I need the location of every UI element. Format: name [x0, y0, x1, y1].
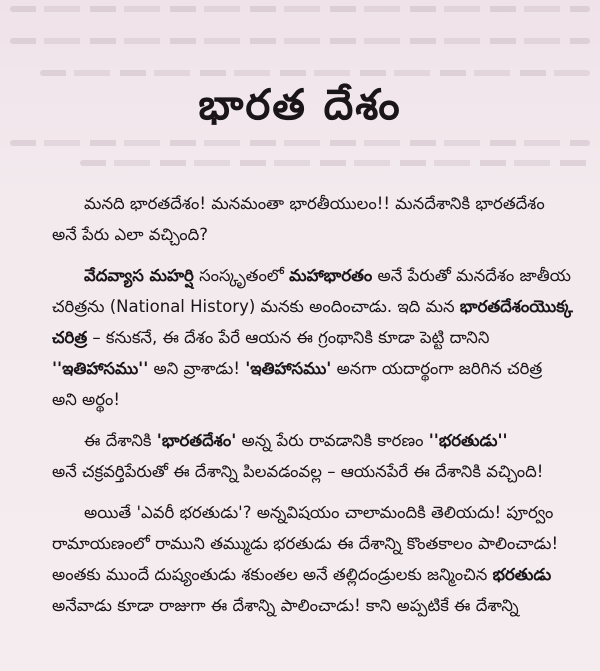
text-segment: అనే పేరు ఎలా వచ్చింది?: [52, 225, 209, 244]
text-segment: అంతకు ముందే దుష్యంతుడు శకుంతల అనే తల్లిదండ్రులకు జన్మించిన: [52, 565, 493, 584]
bold-text: మహాభారతం: [289, 266, 373, 285]
bleed-through-line: [10, 38, 590, 44]
bleed-through-line: [80, 160, 590, 166]
text-segment: అని వ్రాశాడు!: [148, 359, 246, 378]
text-segment: సంస్కృతంలో: [193, 266, 290, 285]
bold-text: చరిత్ర: [52, 328, 88, 347]
text-line: [52, 260, 582, 291]
text-segment: అనే చక్రవర్తిపేరుతో ఈ దేశాన్ని పిలవడంవల్ల – ఆయనపేరే ఈ దేశానికి వచ్చింది!: [52, 462, 544, 481]
bleed-through-line: [10, 140, 590, 146]
text-line: [52, 559, 582, 590]
text-line: [52, 322, 582, 353]
paragraph: [52, 425, 582, 487]
paragraph: [52, 260, 582, 415]
paragraph: [52, 497, 582, 621]
text-line: [52, 425, 582, 456]
text-line: [52, 188, 582, 219]
text-line: [52, 353, 582, 384]
text-segment: మనది భారతదేశం! మనమంతా భారతీయులం!! మనదేశానికి భారతదేశం: [84, 194, 545, 213]
paragraph: [52, 188, 582, 250]
text-segment: – కనుకనే, ఈ దేశం పేరే ఆయన ఈ గ్రంథానికి కూడా పెట్టి దానిని: [87, 328, 490, 347]
text-segment: అన్న పేరు రావడానికి కారణం: [236, 431, 429, 450]
bold-text: ''ఇతిహాసము'': [52, 359, 149, 378]
text-segment: అని అర్థం!: [52, 390, 120, 409]
text-segment: అనే పేరుతో మనదేశం జాతీయ: [372, 266, 571, 285]
page-title: భారత దేశం: [198, 80, 402, 129]
text-segment: ఈ దేశానికి: [84, 431, 157, 450]
bold-text: భారతదేశంయొక్క: [459, 297, 573, 316]
text-line: [52, 497, 582, 528]
bleed-through-line: [40, 70, 590, 76]
text-line: [52, 456, 582, 487]
text-line: [52, 219, 582, 250]
text-segment: అనేవాడు కూడా రాజుగా ఈ దేశాన్ని పాలించాడు! కాని అప్పటికే ఈ దేశాన్ని: [52, 596, 519, 615]
bold-text: భరతుడు: [492, 565, 552, 584]
text-line: [52, 590, 582, 621]
bleed-through-line: [10, 6, 590, 12]
bold-text: 'భారతదేశం': [156, 431, 237, 450]
text-line: [52, 384, 582, 415]
bold-text: వేదవ్యాస మహర్షి: [84, 266, 194, 285]
text-segment: చరిత్రను (National History) మనకు అందించాడు. ఇది మన: [52, 297, 460, 316]
bold-text: ''భరతుడు'': [428, 431, 508, 450]
text-line: [52, 528, 582, 559]
text-segment: అయితే 'ఎవరీ భరతుడు'? అన్నవిషయం చాలామందికి తెలియదు! పూర్వం: [84, 503, 554, 522]
page-body: [52, 188, 582, 631]
text-segment: రామాయణంలో రాముని తమ్ముడు భరతుడు ఈ దేశాన్ని కొంతకాలం పాలించాడు!: [52, 534, 559, 553]
text-segment: అనగా యదార్థంగా జరిగిన చరిత్ర: [331, 359, 543, 378]
text-line: [52, 291, 582, 322]
bold-text: 'ఇతిహాసము': [245, 359, 332, 378]
